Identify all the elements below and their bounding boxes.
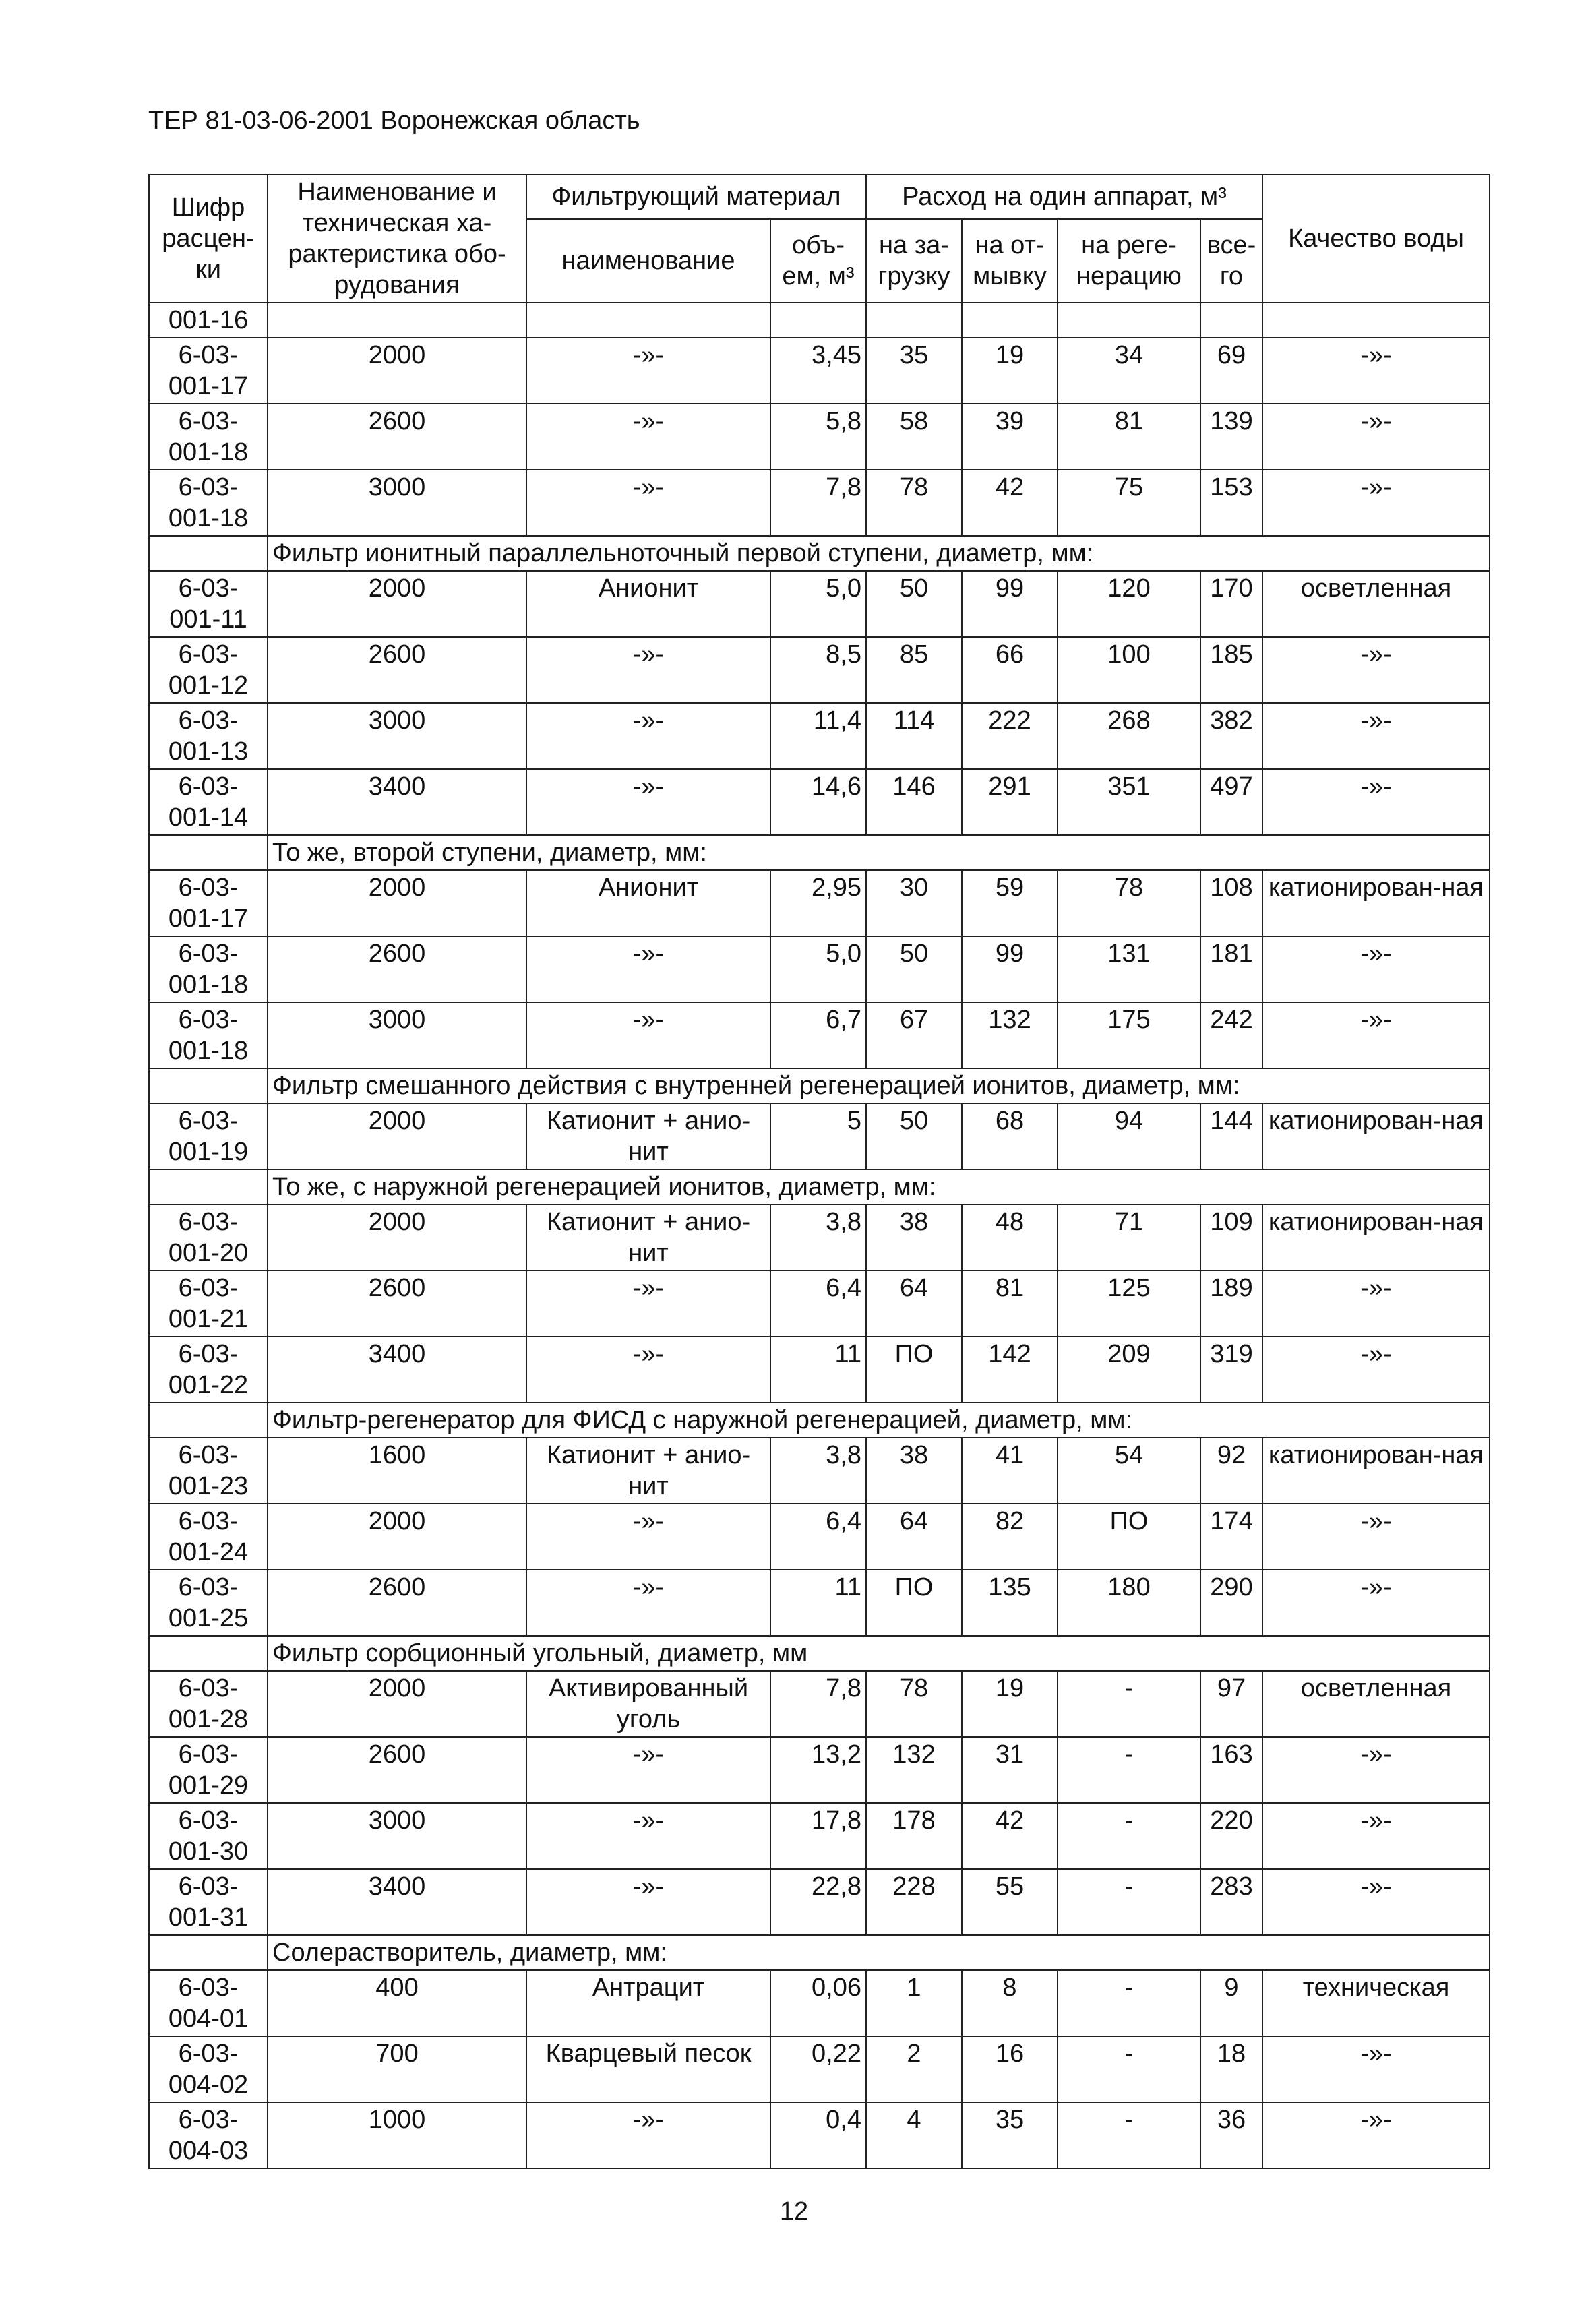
row-material: -»- — [526, 1271, 770, 1337]
row-total: 382 — [1200, 703, 1262, 769]
row-total: 153 — [1200, 470, 1262, 536]
row-wash: 132 — [962, 1002, 1058, 1068]
row-diameter: 2000 — [268, 1103, 526, 1169]
document-header: ТЕР 81-03-06-2001 Воронежская область — [148, 106, 640, 135]
col-name-header: Наименование и техническая ха-рактеристика обо-рудования — [268, 175, 526, 303]
section-title-row — [149, 1935, 1490, 1970]
row-load: 78 — [866, 1671, 962, 1737]
cell-empty — [1200, 303, 1262, 338]
section-title-row — [149, 835, 1490, 870]
col-material-header: наименование — [526, 219, 770, 303]
row-volume: 17,8 — [770, 1803, 866, 1869]
row-load: 38 — [866, 1204, 962, 1271]
row-quality: -»- — [1262, 936, 1490, 1002]
row-total: 189 — [1200, 1271, 1262, 1337]
row-quality: катионирован-ная — [1262, 1438, 1490, 1504]
row-volume: 7,8 — [770, 1671, 866, 1737]
row-total: 144 — [1200, 1103, 1262, 1169]
section-title: Фильтр-регенератор для ФИСД с наружной регенерацией, диаметр, мм: — [268, 1403, 1490, 1438]
row-code: 6-03-001-14 — [149, 769, 268, 835]
row-volume: 14,6 — [770, 769, 866, 835]
row-quality: -»- — [1262, 769, 1490, 835]
row-total: 319 — [1200, 1337, 1262, 1403]
cell-empty — [149, 1068, 268, 1103]
section-title-row — [149, 536, 1490, 571]
row-quality: катионирован-ная — [1262, 870, 1490, 936]
row-material: -»- — [526, 936, 770, 1002]
row-diameter: 2600 — [268, 637, 526, 703]
row-diameter: 2600 — [268, 1271, 526, 1337]
row-code: 6-03-001-18 — [149, 936, 268, 1002]
row-regen: 209 — [1058, 1337, 1200, 1403]
row-load: 2 — [866, 2036, 962, 2102]
row-quality: -»- — [1262, 703, 1490, 769]
row-total: 109 — [1200, 1204, 1262, 1271]
row-code: 6-03-001-24 — [149, 1504, 268, 1570]
row-wash: 99 — [962, 936, 1058, 1002]
row-diameter: 2000 — [268, 1671, 526, 1737]
row-material: -»- — [526, 1504, 770, 1570]
row-wash: 48 — [962, 1204, 1058, 1271]
table-row — [149, 870, 1490, 936]
row-quality: -»- — [1262, 1271, 1490, 1337]
row-diameter: 2600 — [268, 404, 526, 470]
table-row — [149, 571, 1490, 637]
row-quality: -»- — [1262, 470, 1490, 536]
row-material: Катионит + анио-нит — [526, 1438, 770, 1504]
table-row — [149, 1869, 1490, 1935]
row-regen: 78 — [1058, 870, 1200, 936]
section-title-row — [149, 1403, 1490, 1438]
row-quality: осветленная — [1262, 571, 1490, 637]
section-title: Солерастворитель, диаметр, мм: — [268, 1935, 1490, 1970]
col-quality-header: Качество воды — [1262, 175, 1490, 303]
table-row — [149, 2102, 1490, 2168]
row-diameter: 3000 — [268, 1002, 526, 1068]
row-material: Анионит — [526, 571, 770, 637]
row-wash: 135 — [962, 1570, 1058, 1636]
section-title: Фильтр сорбционный угольный, диаметр, мм — [268, 1636, 1490, 1671]
row-load: 64 — [866, 1504, 962, 1570]
row-volume: 5 — [770, 1103, 866, 1169]
row-volume: 3,8 — [770, 1204, 866, 1271]
cell-empty — [962, 303, 1058, 338]
row-volume: 6,4 — [770, 1504, 866, 1570]
row-regen: - — [1058, 2036, 1200, 2102]
row-volume: 0,22 — [770, 2036, 866, 2102]
table-row — [149, 936, 1490, 1002]
row-total: 283 — [1200, 1869, 1262, 1935]
row-total: 174 — [1200, 1504, 1262, 1570]
row-material: -»- — [526, 338, 770, 404]
row-diameter: 2000 — [268, 1204, 526, 1271]
row-wash: 19 — [962, 338, 1058, 404]
row-quality: -»- — [1262, 1504, 1490, 1570]
row-diameter: 2600 — [268, 1737, 526, 1803]
row-diameter: 2000 — [268, 1504, 526, 1570]
row-material: Анионит — [526, 870, 770, 936]
row-regen: - — [1058, 1970, 1200, 2036]
row-load: 4 — [866, 2102, 962, 2168]
row-regen: 351 — [1058, 769, 1200, 835]
row-material: Катионит + анио-нит — [526, 1204, 770, 1271]
row-quality: -»- — [1262, 1803, 1490, 1869]
row-material: -»- — [526, 470, 770, 536]
section-title: То же, с наружной регенерацией ионитов, диаметр, мм: — [268, 1169, 1490, 1204]
row-code: 6-03-004-02 — [149, 2036, 268, 2102]
row-diameter: 2600 — [268, 936, 526, 1002]
page-number: 12 — [779, 2197, 809, 2226]
cell-empty — [1262, 303, 1490, 338]
row-regen: 100 — [1058, 637, 1200, 703]
row-diameter: 3400 — [268, 1869, 526, 1935]
table-row — [149, 1438, 1490, 1504]
row-diameter: 2000 — [268, 571, 526, 637]
row-load: 132 — [866, 1737, 962, 1803]
row-load: 35 — [866, 338, 962, 404]
row-material: -»- — [526, 404, 770, 470]
row-wash: 59 — [962, 870, 1058, 936]
row-code: 6-03-001-29 — [149, 1737, 268, 1803]
row-code: 001-16 — [149, 303, 268, 338]
row-wash: 222 — [962, 703, 1058, 769]
row-load: 146 — [866, 769, 962, 835]
cell-empty — [149, 1636, 268, 1671]
row-total: 69 — [1200, 338, 1262, 404]
row-wash: 99 — [962, 571, 1058, 637]
row-code: 6-03-001-18 — [149, 1002, 268, 1068]
table-row — [149, 1803, 1490, 1869]
row-code: 6-03-001-19 — [149, 1103, 268, 1169]
row-quality: катионирован-ная — [1262, 1103, 1490, 1169]
row-wash: 16 — [962, 2036, 1058, 2102]
row-quality: -»- — [1262, 2036, 1490, 2102]
cell-empty — [526, 303, 770, 338]
row-code: 6-03-001-22 — [149, 1337, 268, 1403]
table-row — [149, 2036, 1490, 2102]
cell-empty — [866, 303, 962, 338]
row-total: 497 — [1200, 769, 1262, 835]
row-code: 6-03-001-20 — [149, 1204, 268, 1271]
row-material: -»- — [526, 1737, 770, 1803]
row-regen: 175 — [1058, 1002, 1200, 1068]
table-row — [149, 1570, 1490, 1636]
row-total: 163 — [1200, 1737, 1262, 1803]
row-quality: техническая — [1262, 1970, 1490, 2036]
row-load: 50 — [866, 1103, 962, 1169]
row-load: 85 — [866, 637, 962, 703]
row-load: 50 — [866, 571, 962, 637]
cell-empty — [770, 303, 866, 338]
col-load-header: на за-грузку — [866, 219, 962, 303]
cell-empty — [149, 1935, 268, 1970]
row-wash: 68 — [962, 1103, 1058, 1169]
row-wash: 39 — [962, 404, 1058, 470]
row-code: 6-03-001-25 — [149, 1570, 268, 1636]
row-code: 6-03-001-31 — [149, 1869, 268, 1935]
row-material: -»- — [526, 769, 770, 835]
row-total: 290 — [1200, 1570, 1262, 1636]
row-total: 242 — [1200, 1002, 1262, 1068]
col-wash-header: на от-мывку — [962, 219, 1058, 303]
row-quality: -»- — [1262, 338, 1490, 404]
row-load: 228 — [866, 1869, 962, 1935]
row-volume: 5,0 — [770, 571, 866, 637]
row-diameter: 3400 — [268, 1337, 526, 1403]
row-code: 6-03-001-17 — [149, 870, 268, 936]
table-row — [149, 338, 1490, 404]
cell-empty — [149, 1403, 268, 1438]
row-load: 1 — [866, 1970, 962, 2036]
row-regen: 71 — [1058, 1204, 1200, 1271]
table-row — [149, 1504, 1490, 1570]
row-regen: - — [1058, 1737, 1200, 1803]
row-diameter: 3000 — [268, 470, 526, 536]
row-diameter: 2000 — [268, 870, 526, 936]
row-total: 139 — [1200, 404, 1262, 470]
row-code: 6-03-001-18 — [149, 470, 268, 536]
row-load: 50 — [866, 936, 962, 1002]
row-quality: -»- — [1262, 1869, 1490, 1935]
row-wash: 81 — [962, 1271, 1058, 1337]
row-load: 38 — [866, 1438, 962, 1504]
row-code: 6-03-001-12 — [149, 637, 268, 703]
row-quality: -»- — [1262, 404, 1490, 470]
row-wash: 42 — [962, 470, 1058, 536]
cell-empty — [1058, 303, 1200, 338]
table-row — [149, 1737, 1490, 1803]
row-material: Антрацит — [526, 1970, 770, 2036]
row-regen: 125 — [1058, 1271, 1200, 1337]
row-quality: катионирован-ная — [1262, 1204, 1490, 1271]
row-quality: -»- — [1262, 1002, 1490, 1068]
section-title-row — [149, 1169, 1490, 1204]
row-code: 6-03-001-11 — [149, 571, 268, 637]
row-regen: - — [1058, 1803, 1200, 1869]
row-quality: -»- — [1262, 1570, 1490, 1636]
row-diameter: 3000 — [268, 1803, 526, 1869]
section-title-row — [149, 1636, 1490, 1671]
row-total: 170 — [1200, 571, 1262, 637]
row-regen: 94 — [1058, 1103, 1200, 1169]
row-wash: 41 — [962, 1438, 1058, 1504]
row-material: -»- — [526, 2102, 770, 2168]
table-row — [149, 703, 1490, 769]
section-title: То же, второй ступени, диаметр, мм: — [268, 835, 1490, 870]
row-volume: 11 — [770, 1570, 866, 1636]
table-row — [149, 637, 1490, 703]
row-material: -»- — [526, 1002, 770, 1068]
table-row — [149, 1337, 1490, 1403]
row-material: -»- — [526, 1803, 770, 1869]
row-code: 6-03-001-13 — [149, 703, 268, 769]
row-wash: 42 — [962, 1803, 1058, 1869]
row-code: 6-03-004-01 — [149, 1970, 268, 2036]
row-load: ПО — [866, 1337, 962, 1403]
row-volume: 5,8 — [770, 404, 866, 470]
row-diameter: 3000 — [268, 703, 526, 769]
row-wash: 35 — [962, 2102, 1058, 2168]
row-material: Катионит + анио-нит — [526, 1103, 770, 1169]
row-code: 6-03-001-28 — [149, 1671, 268, 1737]
row-diameter: 700 — [268, 2036, 526, 2102]
row-load: 178 — [866, 1803, 962, 1869]
row-volume: 22,8 — [770, 1869, 866, 1935]
row-material: -»- — [526, 637, 770, 703]
row-diameter: 2600 — [268, 1570, 526, 1636]
row-regen: 131 — [1058, 936, 1200, 1002]
col-code-header: Шифр расцен-ки — [149, 175, 268, 303]
row-material: -»- — [526, 1869, 770, 1935]
row-material: -»- — [526, 703, 770, 769]
row-load: 67 — [866, 1002, 962, 1068]
table-row — [149, 1970, 1490, 2036]
row-code: 6-03-001-21 — [149, 1271, 268, 1337]
table-row — [149, 1204, 1490, 1271]
row-volume: 8,5 — [770, 637, 866, 703]
row-total: 108 — [1200, 870, 1262, 936]
row-volume: 7,8 — [770, 470, 866, 536]
row-wash: 8 — [962, 1970, 1058, 2036]
row-regen: 81 — [1058, 404, 1200, 470]
table-body — [149, 303, 1490, 2168]
row-quality: осветленная — [1262, 1671, 1490, 1737]
cell-empty — [149, 1169, 268, 1204]
row-wash: 82 — [962, 1504, 1058, 1570]
row-code: 6-03-001-30 — [149, 1803, 268, 1869]
table-header — [149, 175, 1490, 303]
cell-empty — [149, 835, 268, 870]
row-load: 58 — [866, 404, 962, 470]
row-quality: -»- — [1262, 2102, 1490, 2168]
row-diameter: 400 — [268, 1970, 526, 2036]
row-total: 36 — [1200, 2102, 1262, 2168]
table-row — [149, 404, 1490, 470]
row-volume: 3,45 — [770, 338, 866, 404]
table-row — [149, 769, 1490, 835]
row-diameter: 3400 — [268, 769, 526, 835]
row-wash: 31 — [962, 1737, 1058, 1803]
row-regen: 75 — [1058, 470, 1200, 536]
row-volume: 0,4 — [770, 2102, 866, 2168]
row-volume: 11,4 — [770, 703, 866, 769]
row-load: 64 — [866, 1271, 962, 1337]
row-regen: 34 — [1058, 338, 1200, 404]
row-material: -»- — [526, 1570, 770, 1636]
row-code: 6-03-001-23 — [149, 1438, 268, 1504]
row-load: 30 — [866, 870, 962, 936]
col-volume-header: объ-ем, м³ — [770, 219, 866, 303]
cell-empty — [268, 303, 526, 338]
table-row — [149, 1271, 1490, 1337]
col-consumption-group: Расход на один аппарат, м³ — [866, 175, 1262, 219]
row-load: ПО — [866, 1570, 962, 1636]
row-wash: 291 — [962, 769, 1058, 835]
row-volume: 5,0 — [770, 936, 866, 1002]
row-wash: 55 — [962, 1869, 1058, 1935]
row-code: 6-03-001-17 — [149, 338, 268, 404]
row-total: 181 — [1200, 936, 1262, 1002]
row-volume: 11 — [770, 1337, 866, 1403]
row-total: 92 — [1200, 1438, 1262, 1504]
row-regen: - — [1058, 2102, 1200, 2168]
row-quality: -»- — [1262, 1737, 1490, 1803]
row-total: 18 — [1200, 2036, 1262, 2102]
row-total: 220 — [1200, 1803, 1262, 1869]
row-volume: 6,4 — [770, 1271, 866, 1337]
row-total: 9 — [1200, 1970, 1262, 2036]
row-load: 78 — [866, 470, 962, 536]
col-total-header: все-го — [1200, 219, 1262, 303]
row-total: 97 — [1200, 1671, 1262, 1737]
row-wash: 66 — [962, 637, 1058, 703]
table-row — [149, 1103, 1490, 1169]
row-code: 6-03-004-03 — [149, 2102, 268, 2168]
row-volume: 6,7 — [770, 1002, 866, 1068]
row-code: 6-03-001-18 — [149, 404, 268, 470]
table-row — [149, 303, 1490, 338]
row-regen: - — [1058, 1869, 1200, 1935]
row-material: -»- — [526, 1337, 770, 1403]
section-title: Фильтр смешанного действия с внутренней регенерацией ионитов, диаметр, мм: — [268, 1068, 1490, 1103]
row-wash: 19 — [962, 1671, 1058, 1737]
col-regen-header: на реге-нерацию — [1058, 219, 1200, 303]
consumption-table — [148, 174, 1490, 2169]
section-title-row — [149, 1068, 1490, 1103]
row-regen: - — [1058, 1671, 1200, 1737]
table-row — [149, 470, 1490, 536]
row-quality: -»- — [1262, 1337, 1490, 1403]
row-diameter: 2000 — [268, 338, 526, 404]
row-volume: 3,8 — [770, 1438, 866, 1504]
row-regen: 180 — [1058, 1570, 1200, 1636]
row-load: 114 — [866, 703, 962, 769]
row-regen: 54 — [1058, 1438, 1200, 1504]
row-regen: ПО — [1058, 1504, 1200, 1570]
row-diameter: 1000 — [268, 2102, 526, 2168]
section-title: Фильтр ионитный параллельноточный первой ступени, диаметр, мм: — [268, 536, 1490, 571]
row-volume: 0,06 — [770, 1970, 866, 2036]
row-regen: 268 — [1058, 703, 1200, 769]
row-wash: 142 — [962, 1337, 1058, 1403]
row-volume: 13,2 — [770, 1737, 866, 1803]
table-row — [149, 1671, 1490, 1737]
cell-empty — [149, 536, 268, 571]
row-volume: 2,95 — [770, 870, 866, 936]
row-total: 185 — [1200, 637, 1262, 703]
row-quality: -»- — [1262, 637, 1490, 703]
row-material: Кварцевый песок — [526, 2036, 770, 2102]
col-filter-material-group: Фильтрующий материал — [526, 175, 866, 219]
row-diameter: 1600 — [268, 1438, 526, 1504]
row-material: Активированный уголь — [526, 1671, 770, 1737]
table-row — [149, 1002, 1490, 1068]
row-regen: 120 — [1058, 571, 1200, 637]
